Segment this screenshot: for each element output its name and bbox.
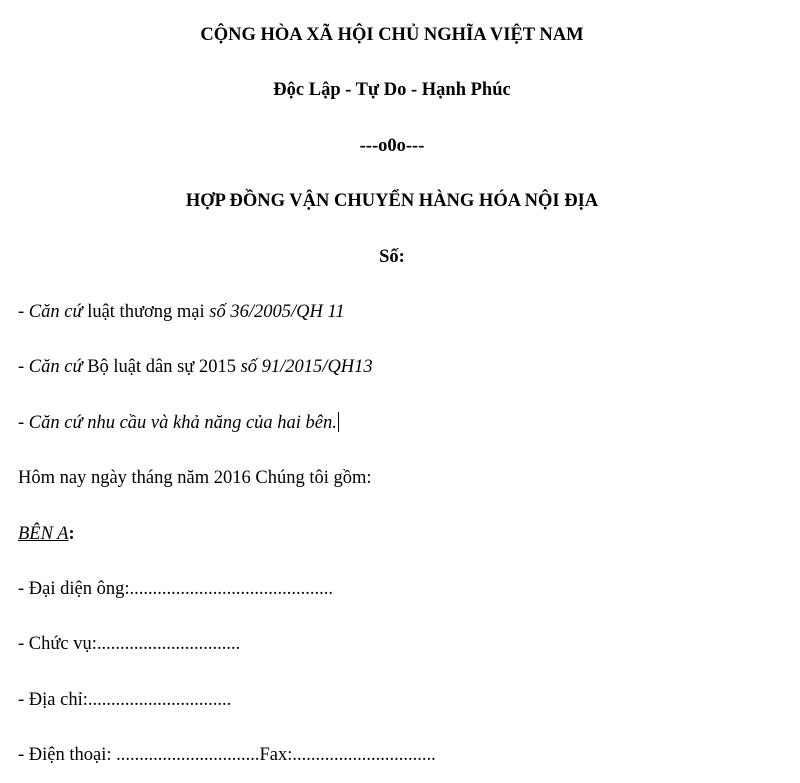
party-a-phone-fax: - Điện thoại: ...............................Fax:............................... xyxy=(18,745,436,766)
bullet-dash: - xyxy=(18,412,29,433)
basis-text: Bộ luật dân sự 2015 xyxy=(82,357,241,378)
basis-lead: Căn cứ xyxy=(28,357,83,378)
party-a-representative: - Đại diện ông:............................................ xyxy=(18,578,333,599)
party-a-label: BÊN A xyxy=(18,523,69,544)
separator: ---o0o--- xyxy=(359,135,425,156)
party-a-address: - Địa chỉ:............................... xyxy=(18,689,232,710)
basis-text: luật thương mại xyxy=(82,301,210,322)
bullet-dash: - xyxy=(18,301,29,322)
bullet-dash: - xyxy=(18,357,29,378)
party-a-heading xyxy=(18,507,766,562)
contract-title: HỢP ĐỒNG VẬN CHUYỂN HÀNG HÓA NỘI ĐỊA xyxy=(185,191,599,212)
legal-basis-1 xyxy=(18,285,766,340)
basis-ref: số 91/2015/QH13 xyxy=(240,357,373,378)
nation-heading: CỘNG HÒA XÃ HỘI CHỦ NGHĨA VIỆT NAM xyxy=(200,25,584,45)
contract-number-label: Số: xyxy=(379,246,405,267)
intro-text: Hôm nay ngày tháng năm 2016 Chúng tôi gồm: xyxy=(18,468,372,489)
legal-basis-3 xyxy=(18,396,766,451)
basis-lead: Căn cứ xyxy=(28,301,83,322)
party-a-colon: : xyxy=(68,523,75,544)
legal-basis-2 xyxy=(18,340,766,395)
text-cursor xyxy=(338,412,339,432)
motto-heading: Độc Lập - Tự Do - Hạnh Phúc xyxy=(273,80,511,101)
basis-lead: Căn cứ nhu cầu và khả năng của hai bên. xyxy=(28,412,337,433)
party-a-position: - Chức vụ:............................... xyxy=(18,634,241,655)
basis-ref: số 36/2005/QH 11 xyxy=(209,301,345,322)
